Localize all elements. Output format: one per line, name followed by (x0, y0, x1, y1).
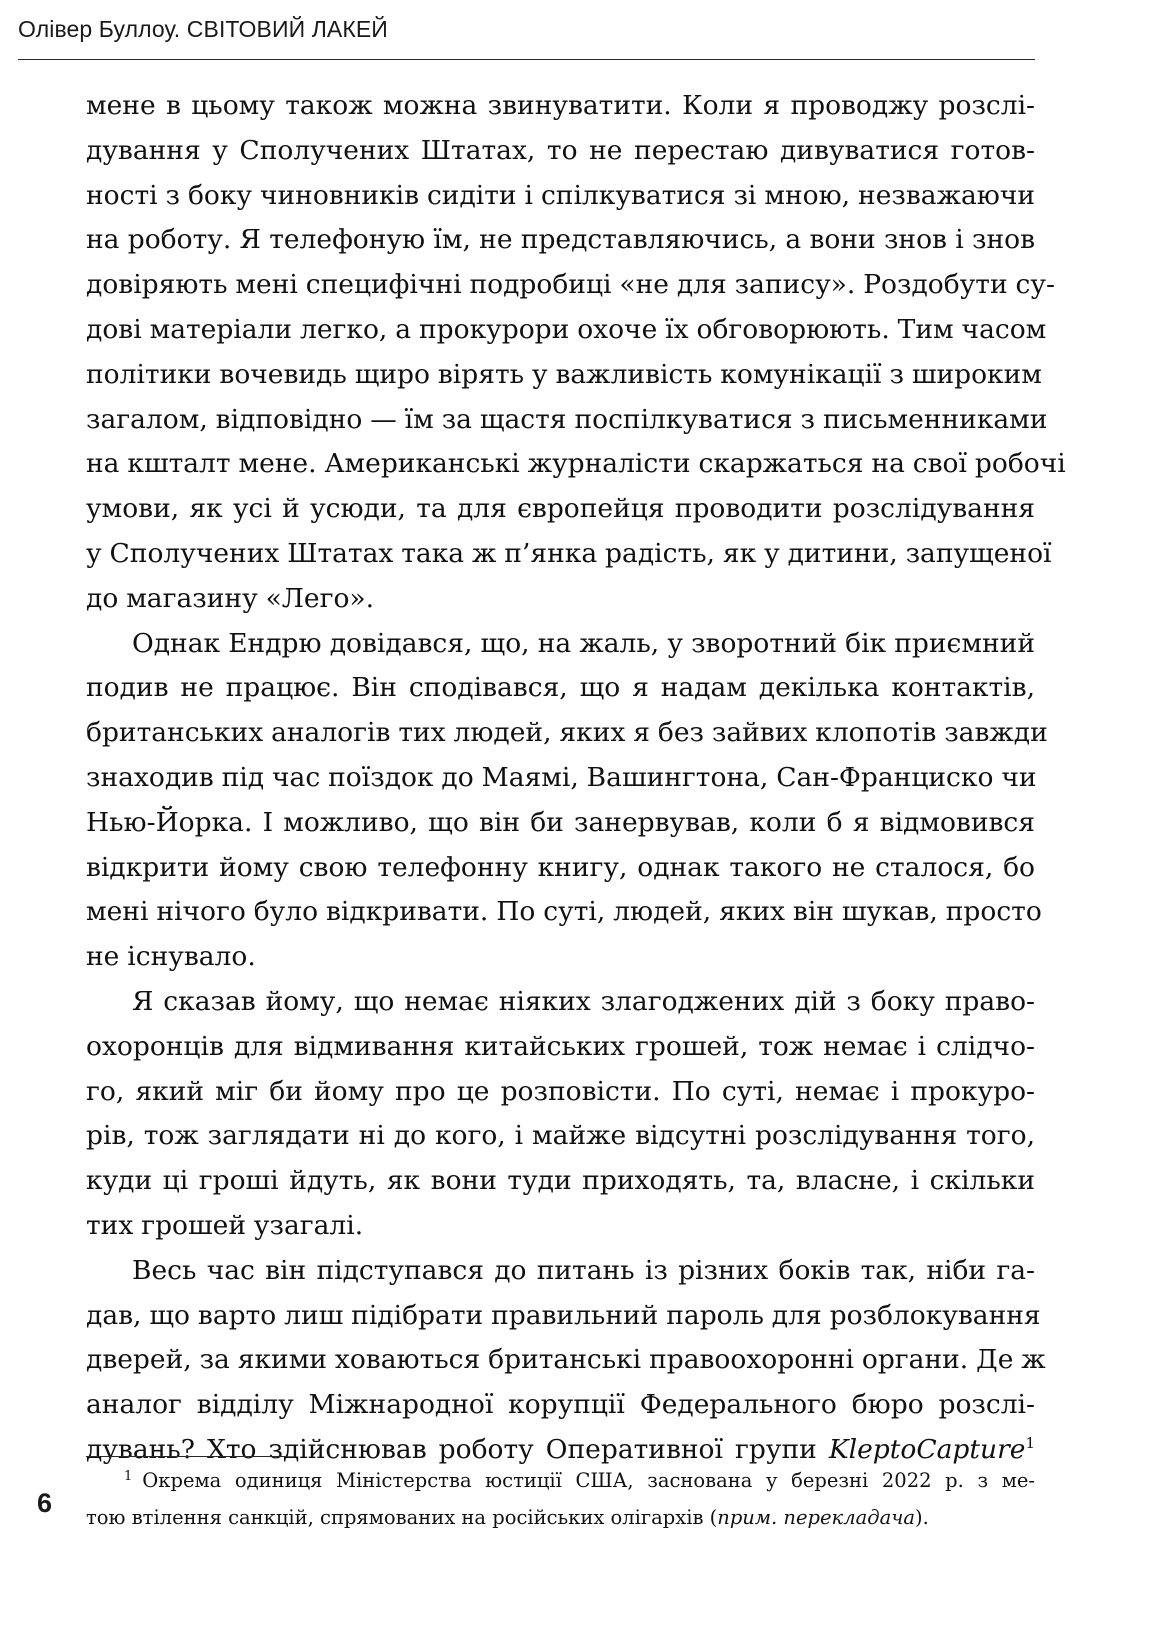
text-line: го, який міг би йому про це розповісти. По суті, немає і прокуро- (86, 1075, 1035, 1107)
text-line: політики вочевидь щиро вірять у важливість комунікації з широким (86, 358, 1042, 390)
body-text (86, 84, 1066, 1473)
text-line: ності з боку чиновників сидіти і спілкуватися зі мною, незважаючи (86, 179, 1035, 211)
text-line: мені нічого було відкривати. По суті, людей, яких він шукав, просто (86, 896, 1042, 928)
page-number: 6 (37, 1488, 53, 1518)
text-line: загалом, відповідно — їм за щастя поспілкуватися з письменниками (86, 403, 1048, 435)
footnote-rule (86, 1456, 288, 1457)
footnote (86, 1462, 1035, 1536)
footnote-text: ). (914, 1506, 929, 1529)
footnote-italic: прим. перекладача (717, 1506, 915, 1529)
text-line: Весь час він підступався до питань із різних боків так, ніби га- (132, 1254, 1035, 1286)
italic-term: KleptoCapture (828, 1433, 1026, 1465)
text-line: охоронців для відмивання китайських грошей, тож немає і слідчо- (86, 1030, 1035, 1062)
text-line: Я сказав йому, що немає ніяких злагоджених дій з боку право- (132, 985, 1035, 1017)
text-line: на кшталт мене. Американські журналісти скаржаться на свої робочі (86, 448, 1066, 480)
text-line: у Сполучених Штатах така ж п’янка радість, як у дитини, запущеної (86, 537, 1052, 569)
text-line: до магазину «Лего». (86, 582, 375, 614)
paragraph-1 (86, 84, 1066, 622)
footnote-text: тою втілення санкцій, спрямованих на російських олігархів ( (86, 1506, 718, 1529)
text-line: мене в цьому також можна звинуватити. Коли я проводжу розслі- (86, 90, 1035, 121)
paragraph-3 (86, 980, 1035, 1249)
paragraph-2 (86, 622, 1048, 980)
text-segment: дувань? Хто здійснював роботу Оперативної групи (86, 1433, 829, 1465)
text-line: не існувало. (86, 941, 256, 973)
text-line: дверей, за якими ховаються британські правоохоронні органи. Де ж (86, 1344, 1046, 1376)
text-line: куди ці гроші йдуть, як вони туди приходять, та, власне, і скільки (86, 1165, 1035, 1197)
running-head: Олівер Буллоу. СВІТОВИЙ ЛАКЕЙ (18, 16, 388, 42)
text-line: дові матеріали легко, а прокурори охоче їх обговорюють. Тим часом (86, 313, 1047, 345)
text-line: подив не працює. Він сподівався, що я надам декілька контактів, (86, 672, 1035, 704)
header-rule (18, 59, 1035, 60)
footnote-line (86, 1462, 1035, 1499)
text-line: дування у Сполучених Штатах, то не перестаю дивуватися готов- (86, 134, 1035, 166)
text-line: Однак Ендрю довідався, що, на жаль, у зворотний бік приємний (132, 627, 1035, 659)
text-line: британських аналогів тих людей, яких я без зайвих клопотів завжди (86, 717, 1048, 749)
text-line: знаходив під час поїздок до Маямі, Вашингтона, Сан-Франциско чи (86, 761, 1037, 793)
footnote-line (86, 1499, 1035, 1536)
text-line: тих грошей узагалі. (86, 1209, 364, 1241)
text-line: рів, тож заглядати ні до кого, і майже відсутні розслідування того, (86, 1120, 1035, 1152)
footnote-text: Окрема одиниця Міністерства юстиції США, заснована у березні 2022 р. з ме- (142, 1469, 1035, 1492)
text-line: довіряють мені специфічні подробиці «не для запису». Роздобути су- (86, 269, 1055, 301)
paragraph-4 (86, 1249, 1046, 1473)
text-line: умови, як усі й усюди, та для європейця проводити розслідування (86, 493, 1035, 525)
text-line: дав, що варто лиш підібрати правильний пароль для розблокування (86, 1299, 1041, 1331)
text-line: Нью-Йорка. І можливо, що він би занервував, коли б я відмовився (86, 806, 1035, 838)
text-line: аналог відділу Міжнародної корупції Федерального бюро розслі- (86, 1389, 1035, 1421)
footnote-reference[interactable]: 1 (1025, 1434, 1035, 1453)
footnote-number: 1 (124, 1468, 133, 1484)
text-line: на роботу. Я телефоную їм, не представляючись, а вони знов і знов (86, 224, 1035, 256)
text-line: відкрити йому свою телефонну книгу, однак такого не сталося, бо (86, 851, 1035, 883)
